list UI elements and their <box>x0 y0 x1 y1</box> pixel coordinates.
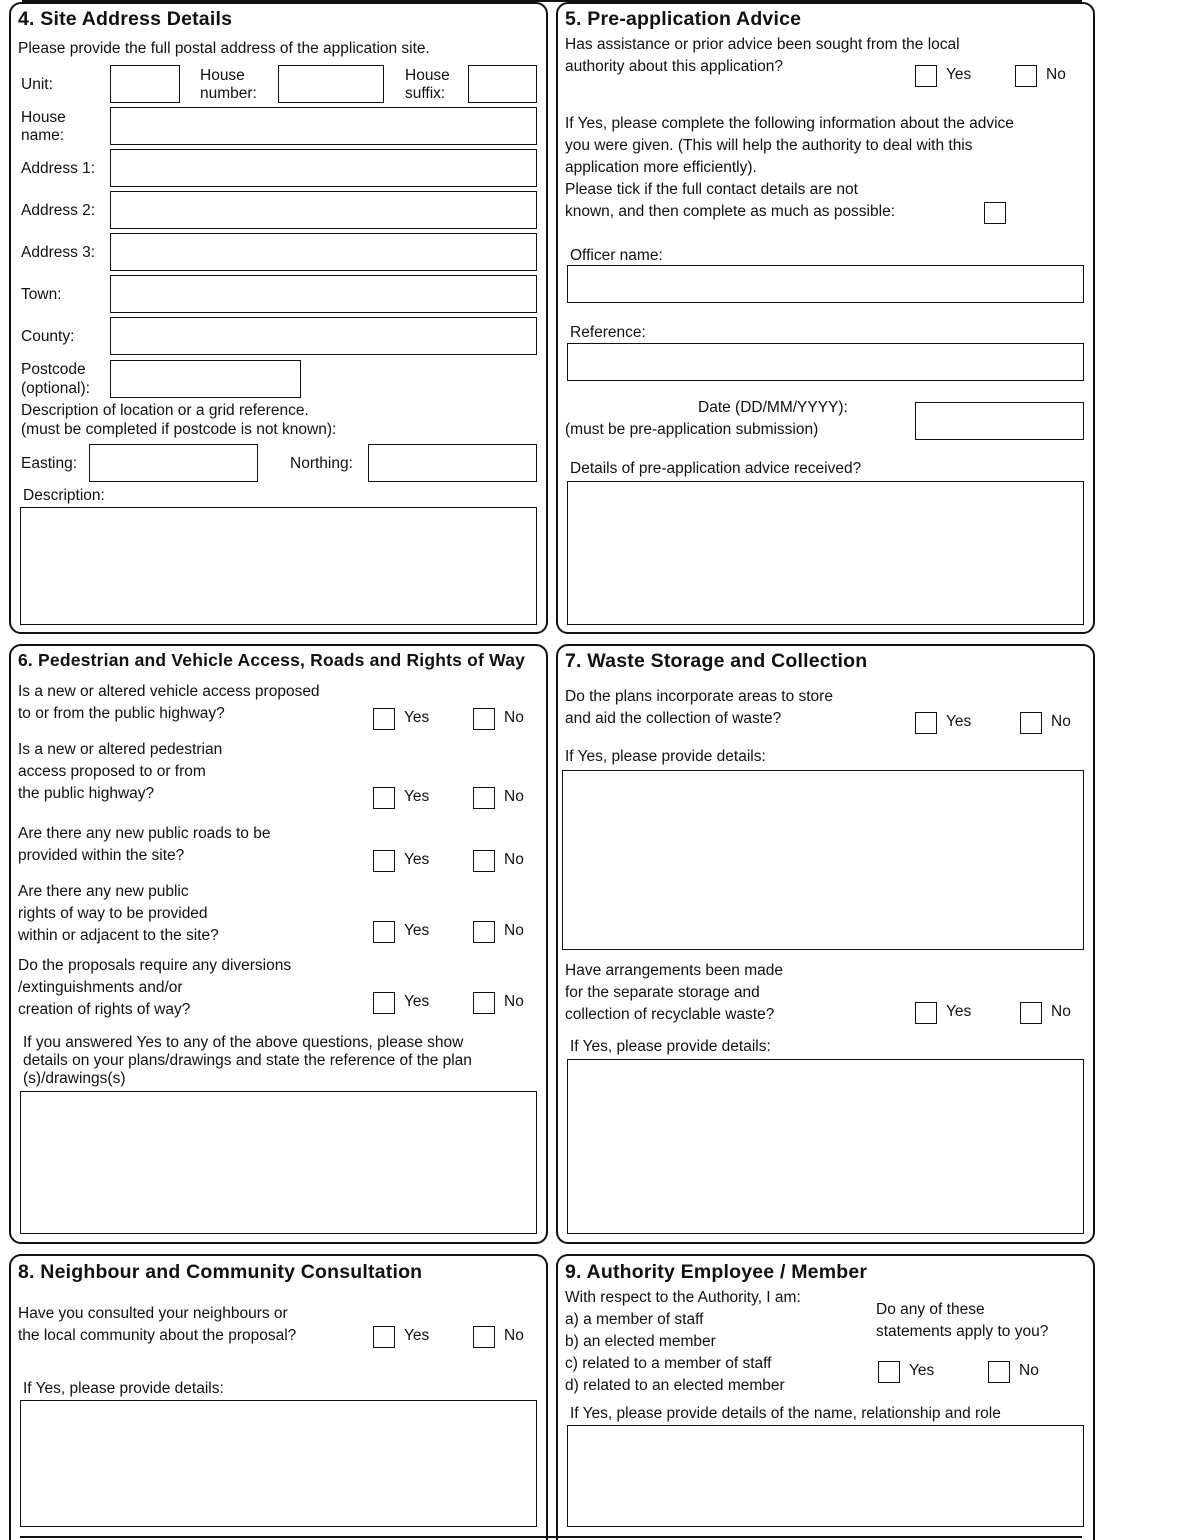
s6-q3-yes-checkbox[interactable] <box>373 850 395 872</box>
date-note: (must be pre-application submission) <box>565 421 819 438</box>
s5-info-1: If Yes, please complete the following information about the advice <box>565 115 1014 132</box>
s6-q3-line2: provided within the site? <box>18 847 185 864</box>
address1-input[interactable] <box>110 149 537 187</box>
s6-q5-no-label: No <box>504 993 524 1010</box>
s9-intro: With respect to the Authority, I am: <box>565 1289 801 1306</box>
date-input[interactable] <box>915 402 1084 440</box>
s9-question-1: Do any of these <box>876 1301 985 1318</box>
reference-label: Reference: <box>570 324 646 341</box>
address2-input[interactable] <box>110 191 537 229</box>
section-9-title: 9. Authority Employee / Member <box>565 1261 868 1283</box>
s7-q1-no-label: No <box>1051 713 1071 730</box>
s8-details-textarea[interactable] <box>20 1400 537 1527</box>
s6-q1-line1: Is a new or altered vehicle access proposed <box>18 683 320 700</box>
s6-q4-no-checkbox[interactable] <box>473 921 495 943</box>
s6-note-2: details on your plans/drawings and state the reference of the plan <box>23 1052 472 1069</box>
postcode-input[interactable] <box>110 360 301 398</box>
description-textarea[interactable] <box>20 507 537 625</box>
s6-q1-no-label: No <box>504 709 524 726</box>
s9-yes-checkbox[interactable] <box>878 1361 900 1383</box>
s5-no-checkbox[interactable] <box>1015 65 1037 87</box>
s5-details-unknown-checkbox[interactable] <box>984 202 1006 224</box>
description-label: Description: <box>23 487 105 504</box>
s7-q1-line1: Do the plans incorporate areas to store <box>565 688 833 705</box>
s9-no-checkbox[interactable] <box>988 1361 1010 1383</box>
s9-option-a: a) a member of staff <box>565 1311 704 1328</box>
s6-q5-line1: Do the proposals require any diversions <box>18 957 292 974</box>
northing-input[interactable] <box>368 444 537 482</box>
town-label: Town: <box>21 286 62 303</box>
northing-label: Northing: <box>290 455 353 472</box>
s6-q3-yes-label: Yes <box>404 851 430 868</box>
county-input[interactable] <box>110 317 537 355</box>
s7-details2-textarea[interactable] <box>567 1059 1084 1234</box>
s6-q3-no-label: No <box>504 851 524 868</box>
s7-q2-no-checkbox[interactable] <box>1020 1002 1042 1024</box>
officer-name-input[interactable] <box>567 265 1084 303</box>
s7-q2-yes-label: Yes <box>946 1003 972 1020</box>
s6-q1-line2: to or from the public highway? <box>18 705 225 722</box>
s6-q2-no-checkbox[interactable] <box>473 787 495 809</box>
s6-q3-line1: Are there any new public roads to be <box>18 825 271 842</box>
bottom-rule <box>20 1536 1082 1538</box>
section-7-title: 7. Waste Storage and Collection <box>565 650 868 672</box>
s9-details-textarea[interactable] <box>567 1425 1084 1527</box>
s7-details1-textarea[interactable] <box>562 770 1084 950</box>
s9-option-b: b) an elected member <box>565 1333 716 1350</box>
s9-no-label: No <box>1019 1362 1039 1379</box>
s6-q2-yes-checkbox[interactable] <box>373 787 395 809</box>
s5-tick-1: Please tick if the full contact details are not <box>565 181 858 198</box>
location-desc-intro-1: Description of location or a grid reference. <box>21 402 309 419</box>
address2-label: Address 2: <box>21 202 96 219</box>
s6-q5-line2: /extinguishments and/or <box>18 979 183 996</box>
s6-q5-yes-label: Yes <box>404 993 430 1010</box>
s6-q1-no-checkbox[interactable] <box>473 708 495 730</box>
s7-q1-yes-label: Yes <box>946 713 972 730</box>
unit-input[interactable] <box>110 65 180 103</box>
s6-q5-no-checkbox[interactable] <box>473 992 495 1014</box>
s5-no-label: No <box>1046 66 1066 83</box>
s5-question-2: authority about this application? <box>565 58 784 75</box>
house-suffix-label-1: House <box>405 67 450 84</box>
house-name-input[interactable] <box>110 107 537 145</box>
s7-q2-line2: for the separate storage and <box>565 984 760 1001</box>
s6-q2-no-label: No <box>504 788 524 805</box>
s6-q4-yes-checkbox[interactable] <box>373 921 395 943</box>
s5-question-1: Has assistance or prior advice been sought from the local <box>565 36 960 53</box>
s6-q2-line3: the public highway? <box>18 785 155 802</box>
s6-q4-no-label: No <box>504 922 524 939</box>
s6-q2-yes-label: Yes <box>404 788 430 805</box>
s9-option-c: c) related to a member of staff <box>565 1355 772 1372</box>
house-number-label-1: House <box>200 67 245 84</box>
house-number-input[interactable] <box>278 65 384 103</box>
advice-details-textarea[interactable] <box>567 481 1084 625</box>
officer-name-label: Officer name: <box>570 247 663 264</box>
reference-input[interactable] <box>567 343 1084 381</box>
s9-yes-label: Yes <box>909 1362 935 1379</box>
house-suffix-label-2: suffix: <box>405 85 446 102</box>
s6-q1-yes-checkbox[interactable] <box>373 708 395 730</box>
easting-input[interactable] <box>89 444 258 482</box>
s7-q2-line1: Have arrangements been made <box>565 962 783 979</box>
section-6-title: 6. Pedestrian and Vehicle Access, Roads and Rights of Way <box>18 650 526 670</box>
s8-no-label: No <box>504 1327 524 1344</box>
s5-yes-checkbox[interactable] <box>915 65 937 87</box>
location-desc-intro-2: (must be completed if postcode is not known): <box>21 421 337 438</box>
section-5-title: 5. Pre-application Advice <box>565 8 802 30</box>
s8-details-label: If Yes, please provide details: <box>23 1380 224 1397</box>
house-name-label-1: House <box>21 109 66 126</box>
s6-q2-line2: access proposed to or from <box>18 763 206 780</box>
section-4-intro: Please provide the full postal address of the application site. <box>18 40 430 57</box>
s8-yes-label: Yes <box>404 1327 430 1344</box>
s5-tick-2: known, and then complete as much as possible: <box>565 203 895 220</box>
s8-q1-line1: Have you consulted your neighbours or <box>18 1305 288 1322</box>
easting-label: Easting: <box>21 455 78 472</box>
s7-q2-line3: collection of recyclable waste? <box>565 1006 775 1023</box>
unit-label: Unit: <box>21 76 53 93</box>
town-input[interactable] <box>110 275 537 313</box>
s5-info-3: application more efficiently). <box>565 159 757 176</box>
advice-details-label: Details of pre-application advice received? <box>570 460 862 477</box>
s9-details-label: If Yes, please provide details of the name, relationship and role <box>570 1405 1001 1422</box>
s6-q5-yes-checkbox[interactable] <box>373 992 395 1014</box>
s6-q2-line1: Is a new or altered pedestrian <box>18 741 223 758</box>
s7-q1-no-checkbox[interactable] <box>1020 712 1042 734</box>
postcode-label-2: (optional): <box>21 380 90 397</box>
house-number-label-2: number: <box>200 85 257 102</box>
s7-q1-line2: and aid the collection of waste? <box>565 710 782 727</box>
s9-option-d: d) related to an elected member <box>565 1377 785 1394</box>
s8-no-checkbox[interactable] <box>473 1326 495 1348</box>
house-name-label-2: name: <box>21 127 65 144</box>
s8-yes-checkbox[interactable] <box>373 1326 395 1348</box>
s7-q2-no-label: No <box>1051 1003 1071 1020</box>
s6-q3-no-checkbox[interactable] <box>473 850 495 872</box>
s5-yes-label: Yes <box>946 66 972 83</box>
s6-q4-line3: within or adjacent to the site? <box>18 927 219 944</box>
s8-q1-line2: the local community about the proposal? <box>18 1327 297 1344</box>
s6-q4-yes-label: Yes <box>404 922 430 939</box>
house-suffix-input[interactable] <box>468 65 537 103</box>
s6-details-textarea[interactable] <box>20 1091 537 1234</box>
s6-q4-line2: rights of way to be provided <box>18 905 208 922</box>
s6-note-3: (s)/drawings(s) <box>23 1070 126 1087</box>
address1-label: Address 1: <box>21 160 96 177</box>
s6-q5-line3: creation of rights of way? <box>18 1001 191 1018</box>
section-8-title: 8. Neighbour and Community Consultation <box>18 1261 423 1283</box>
county-label: County: <box>21 328 75 345</box>
s7-details1-label: If Yes, please provide details: <box>565 748 766 765</box>
s5-info-2: you were given. (This will help the authority to deal with this <box>565 137 973 154</box>
date-label: Date (DD/MM/YYYY): <box>698 399 848 416</box>
s7-q1-yes-checkbox[interactable] <box>915 712 937 734</box>
s9-question-2: statements apply to you? <box>876 1323 1049 1340</box>
s6-q4-line1: Are there any new public <box>18 883 189 900</box>
s6-note-1: If you answered Yes to any of the above questions, please show <box>23 1034 464 1051</box>
s7-q2-yes-checkbox[interactable] <box>915 1002 937 1024</box>
section-4-title: 4. Site Address Details <box>18 8 233 30</box>
s7-details2-label: If Yes, please provide details: <box>570 1038 771 1055</box>
postcode-label-1: Postcode <box>21 361 86 378</box>
address3-label: Address 3: <box>21 244 96 261</box>
address3-input[interactable] <box>110 233 537 271</box>
s6-q1-yes-label: Yes <box>404 709 430 726</box>
